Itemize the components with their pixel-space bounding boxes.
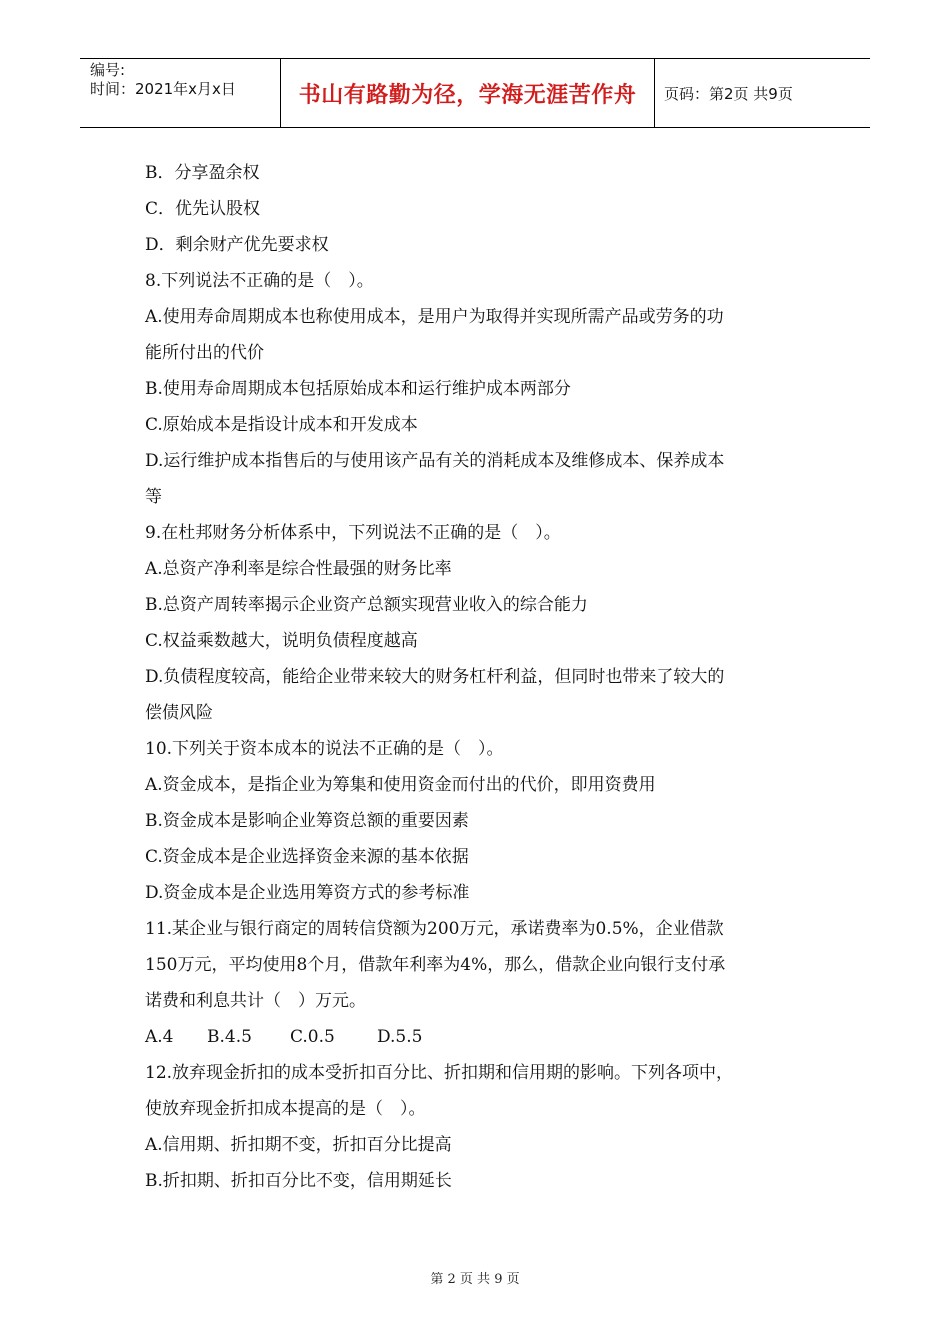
- text-line: 等: [145, 487, 162, 507]
- header-page-cell: [655, 59, 870, 127]
- text-line: 10.下列关于资本成本的说法不正确的是（ ）。: [145, 739, 504, 759]
- text-line: 偿债风险: [145, 703, 213, 723]
- number-label: 编号:: [90, 61, 126, 79]
- text-line: C.资金成本是企业选择资金来源的基本依据: [145, 847, 469, 867]
- text-line: 150万元，平均使用8个月，借款年利率为4%，那么，借款企业向银行支付承: [145, 955, 726, 975]
- text-line: 使放弃现金折扣成本提高的是（ ）。: [145, 1099, 426, 1119]
- text-line: 诺费和利息共计（ ）万元。: [145, 991, 366, 1011]
- q11-option-b: B.4.5: [207, 1027, 252, 1047]
- q11-option-a: A.4: [145, 1027, 174, 1047]
- text-line: A.使用寿命周期成本也称使用成本，是用户为取得并实现所需产品或劳务的功: [145, 307, 724, 327]
- header-motto-cell: [281, 59, 655, 127]
- motto: 书山有路勤为径，学海无涯苦作舟: [298, 82, 637, 108]
- text-line: D.资金成本是企业选用筹资方式的参考标准: [145, 883, 470, 903]
- text-line: C.原始成本是指设计成本和开发成本: [145, 415, 418, 435]
- text-line: B．分享盈余权: [145, 163, 260, 183]
- text-line: 12.放弃现金折扣的成本受折扣百分比、折扣期和信用期的影响。下列各项中，: [145, 1063, 734, 1083]
- text-line: 8.下列说法不正确的是（ ）。: [145, 271, 374, 291]
- page-footer: 第 2 页 共 9 页: [430, 1272, 520, 1287]
- page-label: 页码：第2页 共9页: [664, 84, 793, 103]
- document-body: [145, 155, 825, 1199]
- text-line: B.资金成本是影响企业筹资总额的重要因素: [145, 811, 469, 831]
- q11-option-c: C.0.5: [290, 1027, 335, 1047]
- text-line: C．优先认股权: [145, 199, 261, 219]
- text-line: D．剩余财产优先要求权: [145, 235, 329, 255]
- text-line: 9.在杜邦财务分析体系中，下列说法不正确的是（ ）。: [145, 523, 561, 543]
- text-line: A.信用期、折扣期不变，折扣百分比提高: [145, 1135, 452, 1155]
- q11-option-d: D.5.5: [377, 1027, 423, 1047]
- text-line: A.总资产净利率是综合性最强的财务比率: [145, 559, 452, 579]
- text-line: C.权益乘数越大，说明负债程度越高: [145, 631, 418, 651]
- text-line: B.折扣期、折扣百分比不变，信用期延长: [145, 1171, 452, 1191]
- text-line: B.总资产周转率揭示企业资产总额实现营业收入的综合能力: [145, 595, 588, 615]
- text-line: 能所付出的代价: [145, 343, 264, 363]
- text-line: 11.某企业与银行商定的周转信贷额为200万元，承诺费率为0.5%，企业借款: [145, 919, 724, 939]
- text-line: B.使用寿命周期成本包括原始成本和运行维护成本两部分: [145, 379, 571, 399]
- time-label: 时间：2021年x月x日: [90, 80, 236, 98]
- q11-options: [145, 1019, 825, 1055]
- text-line: D.负债程度较高，能给企业带来较大的财务杠杆利益，但同时也带来了较大的: [145, 667, 725, 687]
- page-header: [80, 58, 870, 128]
- text-line: D.运行维护成本指售后的与使用该产品有关的消耗成本及维修成本、保养成本: [145, 451, 725, 471]
- header-meta: [80, 59, 281, 127]
- text-line: A.资金成本，是指企业为筹集和使用资金而付出的代价，即用资费用: [145, 775, 656, 795]
